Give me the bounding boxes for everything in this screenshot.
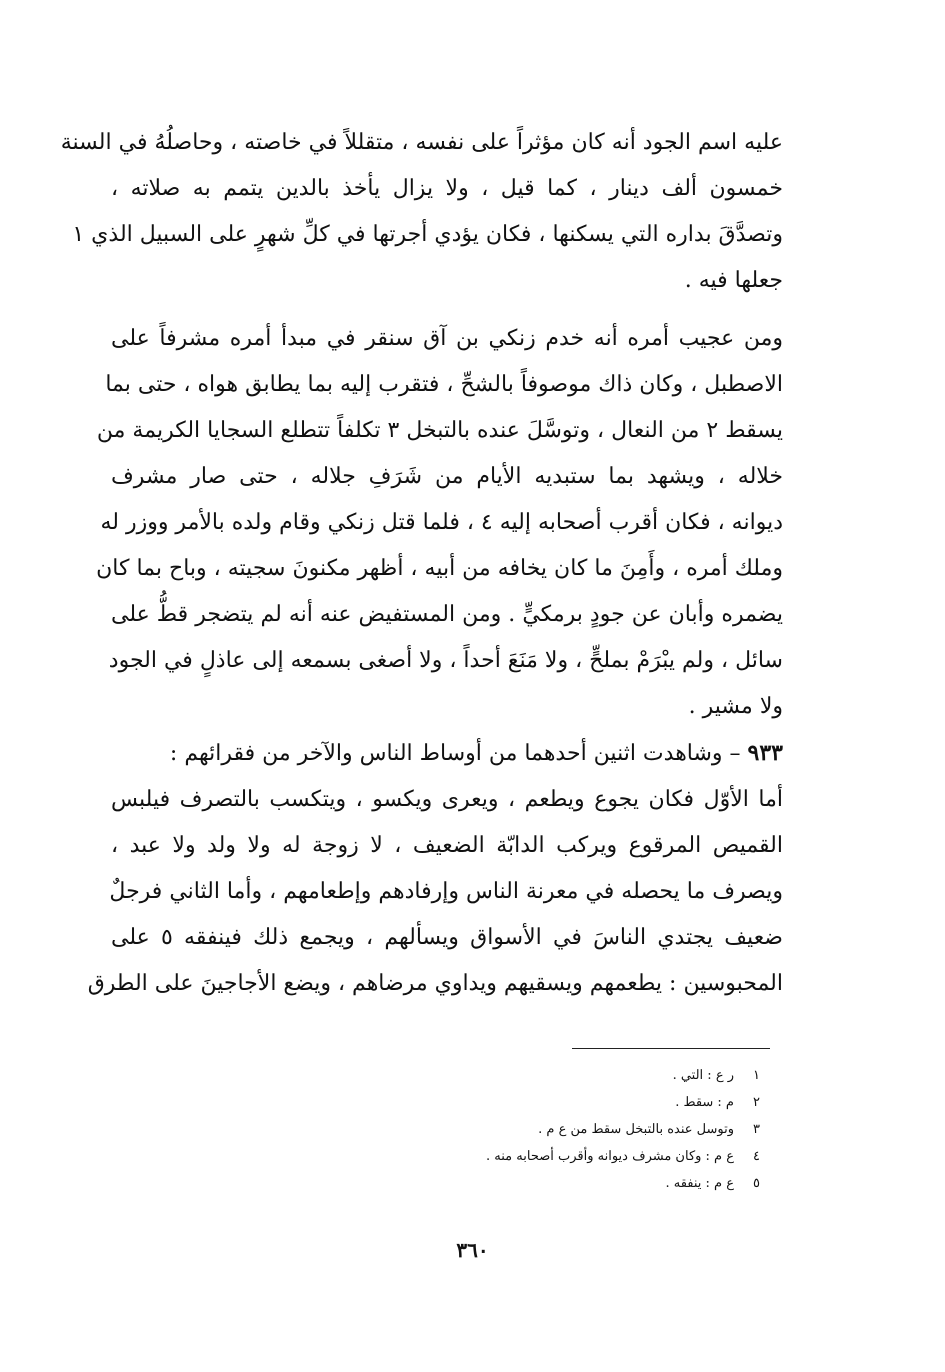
text-line: الاصطبل ، وكان ذاك موصوفاً بالشحِّ ، فتقرب إليه بما يطابق هواه ، حتى بما (105, 372, 783, 397)
footnote-text: ع م : وكان مشرف ديوانه وأقرب أصحابه منه . (486, 1149, 734, 1164)
text-line: ومن عجيب أمره أنه خدم زنكي بن آق سنقر في مبدأ أمره مشرفاً على (111, 326, 783, 351)
footnote-text: ع م : ينفقه . (665, 1176, 734, 1191)
text-line: وتصدَّقَ بداره التي يسكنها ، فكان يؤدي أجرتها في كلِّ شهرٍ على السبيل الذي ١ (72, 222, 783, 247)
paragraph-933 (87, 730, 783, 1007)
footnote-number: ٣ (753, 1122, 760, 1137)
paragraph-number: ٩٣٣ (747, 740, 783, 766)
footnote (486, 1062, 760, 1089)
paragraph-2 (96, 316, 783, 730)
footnote (486, 1089, 760, 1116)
paragraph-1 (60, 120, 783, 304)
text-line: أما الأوّل فكان يجوع ويطعم ، ويعرى ويكسو ، ويتكسب بالتصرف فيلبس (111, 787, 783, 812)
footnote-text: م : سقط . (675, 1095, 734, 1110)
text-line: وملك أمره ، وأَمِنَ ما كان يخافه من أبيه ، أظهر مكنونَ سجيته ، وباح بما كان (96, 556, 783, 581)
footnote-number: ٤ (753, 1149, 760, 1164)
text-line: يضمره وأبان عن جودٍ برمكيٍّ . ومن المستفيض عنه أنه لم يتضجر قطُّ على (111, 602, 783, 627)
text-line: خلاله ، ويشهد بما ستبديه الأيام من شَرَفِ جلاله ، حتى صار مشرف (111, 464, 783, 489)
footnote (486, 1143, 760, 1170)
footnote-divider (572, 1048, 770, 1049)
text-line: القميص المرقوع ويركب الدابّة الضعيف ، لا زوجة له ولا ولد ولا عبد ، (111, 833, 783, 858)
text-line: يسقط ٢ من النعال ، وتوسَّلَ عنده بالتبخل ٣ تكلفاً تتطلع السجايا الكريمة من (96, 418, 783, 443)
text-line: المحبوسين : يطعمهم ويسقيهم ويداوي مرضاهم ، ويضع الأجاجينَ على الطرق (87, 971, 783, 996)
page-number: ٣٦٠ (456, 1238, 489, 1262)
text-line: ويصرف ما يحصله في معرنة الناس وإرفادهم وإطعامهم ، وأما الثاني فرجلٌ (109, 879, 783, 904)
footnote-text: وتوسل عنده بالتبخل سقط من ع م . (538, 1122, 734, 1137)
footnote (486, 1170, 760, 1197)
footnote-number: ٥ (753, 1176, 760, 1191)
text-line: خمسون ألف دينار ، كما قيل ، ولا يزال يأخذ بالدين يتمم به صلاته ، (111, 176, 783, 201)
text-line: عليه اسم الجود أنه كان مؤثراً على نفسه ، متقللاً في خاصته ، وحاصلُهُ في السنة (60, 130, 783, 155)
text-line: ولا مشير . (688, 694, 783, 719)
text-line: جعلها فيه . (684, 268, 783, 293)
footnotes (486, 1062, 760, 1197)
footnote-number: ١ (753, 1068, 760, 1083)
footnote-text: ر ع : التي . (672, 1068, 734, 1083)
text-line: ديوانه ، فكان أقرب أصحابه إليه ٤ ، فلما قتل زنكي وقام ولده بالأمر ووزر له (100, 510, 783, 535)
footnote-number: ٢ (753, 1095, 760, 1110)
footnote (486, 1116, 760, 1143)
text-line-content: – وشاهدت اثنين أحدهما من أوساط الناس والآخر من فقرائهم : (169, 741, 741, 766)
text-line: سائل ، ولم يبْرَمْ بملحٍّ ، ولا مَنَعَ أحداً ، ولا أصغى بسمعه إلى عاذلٍ في الجود (108, 648, 783, 673)
text-line: ضعيف يجتدي الناسَ في الأسواق ويسألهم ، ويجمع ذلك فينفقه ٥ على (111, 925, 783, 950)
text-line (111, 730, 783, 777)
